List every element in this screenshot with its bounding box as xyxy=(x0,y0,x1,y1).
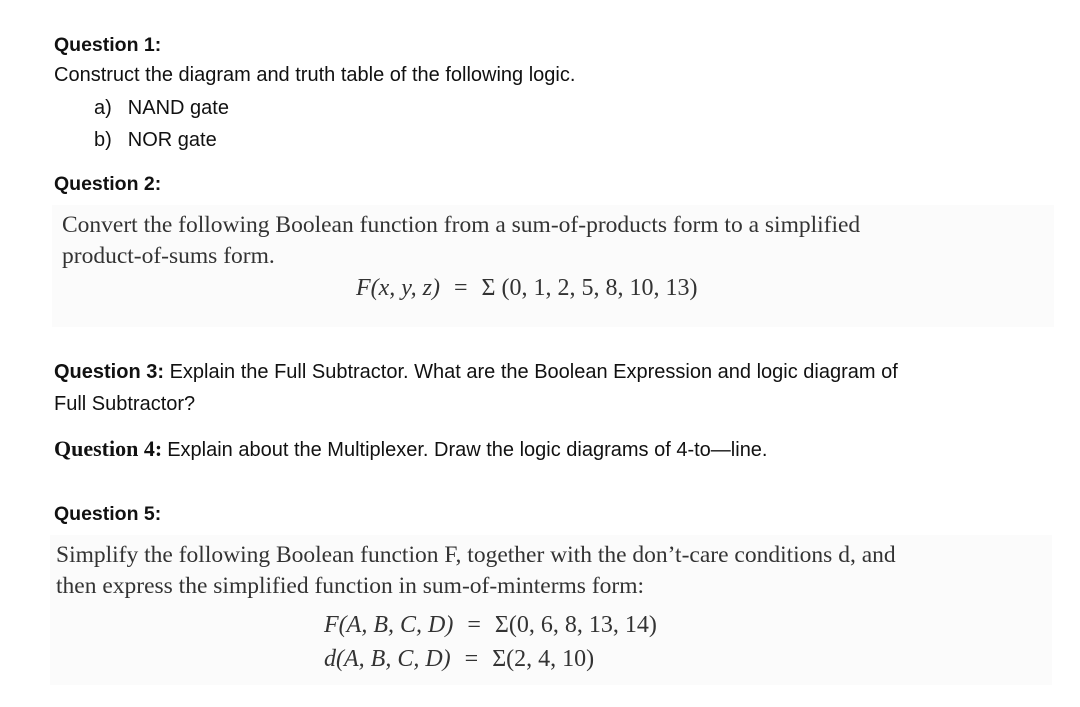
q1-item-b xyxy=(94,129,217,152)
q1-item-b-label: NOR gate xyxy=(127,129,217,151)
q5-formula-d xyxy=(324,646,594,673)
q3-heading: Question 3: xyxy=(54,361,165,383)
q5-f-rhs: Σ(0, 6, 8, 13, 14) xyxy=(494,612,657,638)
q2-formula-eq: = xyxy=(453,275,468,301)
q5-formula-f xyxy=(324,612,657,639)
q5-heading: Question 5: xyxy=(54,503,162,525)
q5-d-eq: = xyxy=(464,646,479,672)
q5-d-rhs: Σ(2, 4, 10) xyxy=(492,646,595,672)
q2-formula-lhs: F(x, y, z) xyxy=(356,275,440,301)
q5-f-eq: = xyxy=(467,612,481,638)
q5-f-lhs: F(A, B, C, D) xyxy=(324,612,454,638)
q3-text2: Full Subtractor? xyxy=(54,393,196,415)
q4-line xyxy=(54,436,768,462)
q1-heading: Question 1: xyxy=(54,34,162,56)
q4-text: Explain about the Multiplexer. Draw the logic diagrams of 4-to—line. xyxy=(167,439,768,461)
q3-text: Explain the Full Subtractor. What are the Boolean Expression and logic diagram of xyxy=(169,361,898,383)
q2-excerpt xyxy=(52,205,1054,327)
q5-excerpt xyxy=(50,535,1052,685)
q4-heading: Question 4: xyxy=(54,436,163,461)
q1-text: Construct the diagram and truth table of the following logic. xyxy=(54,64,576,86)
q2-formula-rhs: Σ (0, 1, 2, 5, 8, 10, 13) xyxy=(481,275,698,301)
q2-heading: Question 2: xyxy=(54,173,162,195)
q1-item-a xyxy=(94,97,229,120)
q5-line1: Simplify the following Boolean function F, together with the don’t-care conditions d, and xyxy=(56,542,896,568)
q1-item-a-marker: a) xyxy=(94,97,112,119)
q2-line1: Convert the following Boolean function from a sum-of-products form to a simplified xyxy=(62,212,861,238)
q5-d-lhs: d(A, B, C, D) xyxy=(324,646,451,672)
q2-line2: product-of-sums form. xyxy=(62,243,275,269)
q1-item-b-marker: b) xyxy=(94,129,112,151)
q2-formula xyxy=(356,275,697,302)
q3-line1 xyxy=(54,361,898,384)
q5-line2: then express the simplified function in sum-of-minterms form: xyxy=(56,573,645,599)
q1-item-a-label: NAND gate xyxy=(127,97,229,119)
